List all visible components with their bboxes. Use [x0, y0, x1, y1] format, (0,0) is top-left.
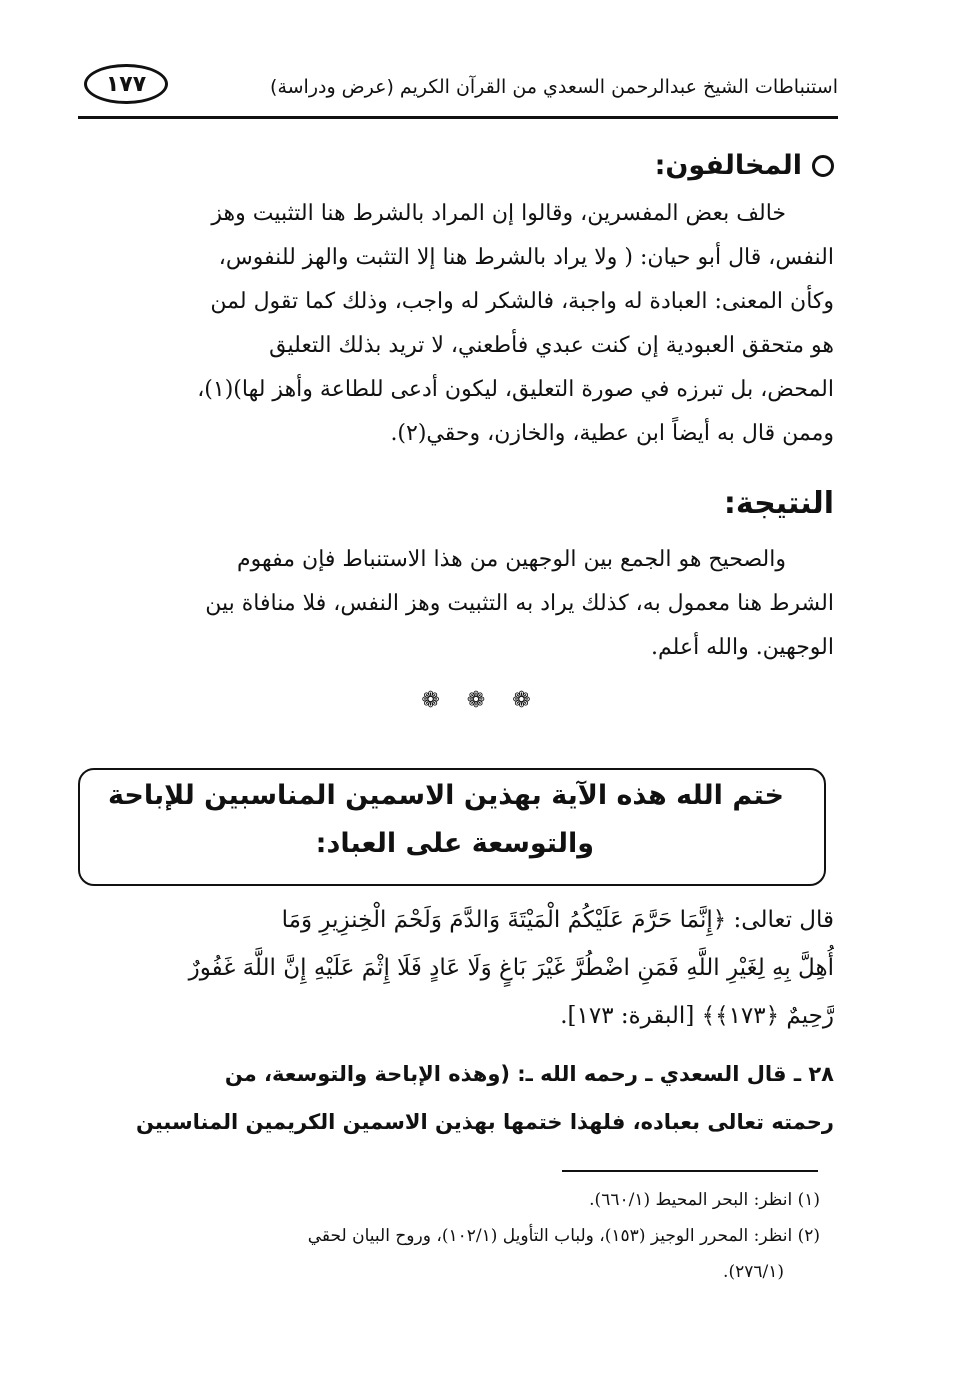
- section-title-line: ختم الله هذه الآية بهذين الاسمين المناسبين للإباحة: [108, 780, 784, 811]
- verse-line: قال تعالى: ﴿إِنَّمَا حَرَّمَ عَلَيْكُمُ الْمَيْتَةَ وَالدَّمَ وَلَحْمَ الْخِنزِيرِ وَمَا: [281, 907, 834, 933]
- paragraph-line: الشرط هنا معمول به، كذلك يراد به التثبيت وهز النفس، فلا منافاة بين: [205, 591, 834, 616]
- circle-bullet-icon: [812, 155, 834, 177]
- result-heading: [724, 486, 834, 521]
- paragraph-line: الوجهين. والله أعلم.: [651, 635, 834, 660]
- paragraph-line: خالف بعض المفسرين، وقالوا إن المراد بالشرط هنا التثبيت وهز: [211, 201, 786, 226]
- verse-line: أُهِلَّ بِهِ لِغَيْرِ اللَّهِ فَمَنِ اضْطُرَّ غَيْرَ بَاغٍ وَلَا عَادٍ فَلَا إِثْمَ عَلَيْهِ إِنَّ اللَّهَ غَفُورٌ: [188, 955, 834, 981]
- section-title-box: [78, 768, 826, 886]
- result-paragraph: [82, 538, 834, 670]
- footnotes: [80, 1182, 820, 1290]
- page-number: ١٧٧: [84, 64, 168, 104]
- footnote: (٢) انظر: المحرر الوجيز (١٥٣)، ولباب التأويل (١٠٢/١)، وروح البيان لحقي: [307, 1226, 820, 1246]
- paragraph-line: المحض، بل تبرزه في صورة التعليق، ليكون أدعى للطاعة وأهز لها)(١)،: [197, 377, 834, 402]
- paragraph-line: هو متحقق العبودية إن كنت عبدي فأطعني، لا تريد بذلك التعليق: [269, 333, 834, 358]
- paragraph-line: النفس، قال أبو حيان: ( ولا يراد بالشرط هنا إلا التثبت والهز للنفوس،: [218, 245, 834, 270]
- quote-line: رحمته تعالى بعباده، فلهذا ختمها بهذين الاسمين الكريمين المناسبين: [135, 1110, 834, 1134]
- section-separator: ❁ ❁ ❁: [421, 688, 541, 713]
- running-header: [78, 58, 838, 110]
- header-divider: [78, 116, 838, 119]
- book-title: استنباطات الشيخ عبدالرحمن السعدي من القرآن الكريم (عرض ودراسة): [270, 76, 838, 98]
- saadi-quote: [82, 1050, 834, 1146]
- paragraph-line: وكأن المعنى: العبادة له واجبة، فالشكر له واجب، وذلك كما تقول لمن: [210, 289, 834, 314]
- paragraph-line: والصحيح هو الجمع بين الوجهين من هذا الاستنباط فإن مفهوم: [237, 547, 786, 572]
- verse-line: رَّحِيمٌ ﴿١٧٣﴾﴾ [البقرة: ١٧٣].: [560, 1003, 834, 1029]
- footnote: (١) انظر: البحر المحيط (٦٦٠/١).: [589, 1190, 820, 1210]
- quran-verse: [82, 896, 834, 1040]
- opponents-heading: [655, 150, 834, 181]
- section-title-line: والتوسعة على العباد:: [315, 828, 594, 859]
- quote-line: ٢٨ ـ قال السعدي ـ رحمه الله ـ: (وهذه الإباحة والتوسعة، من: [224, 1062, 834, 1086]
- paragraph-line: وممن قال به أيضاً ابن عطية، والخازن، وحقي(٢).: [390, 421, 834, 446]
- opponents-paragraph: [82, 192, 834, 456]
- footnote: (٢٧٦/١).: [723, 1262, 784, 1282]
- result-heading-text: النتيجة:: [723, 486, 834, 521]
- opponents-heading-text: المخالفون:: [654, 150, 802, 181]
- footnote-divider: [562, 1170, 818, 1172]
